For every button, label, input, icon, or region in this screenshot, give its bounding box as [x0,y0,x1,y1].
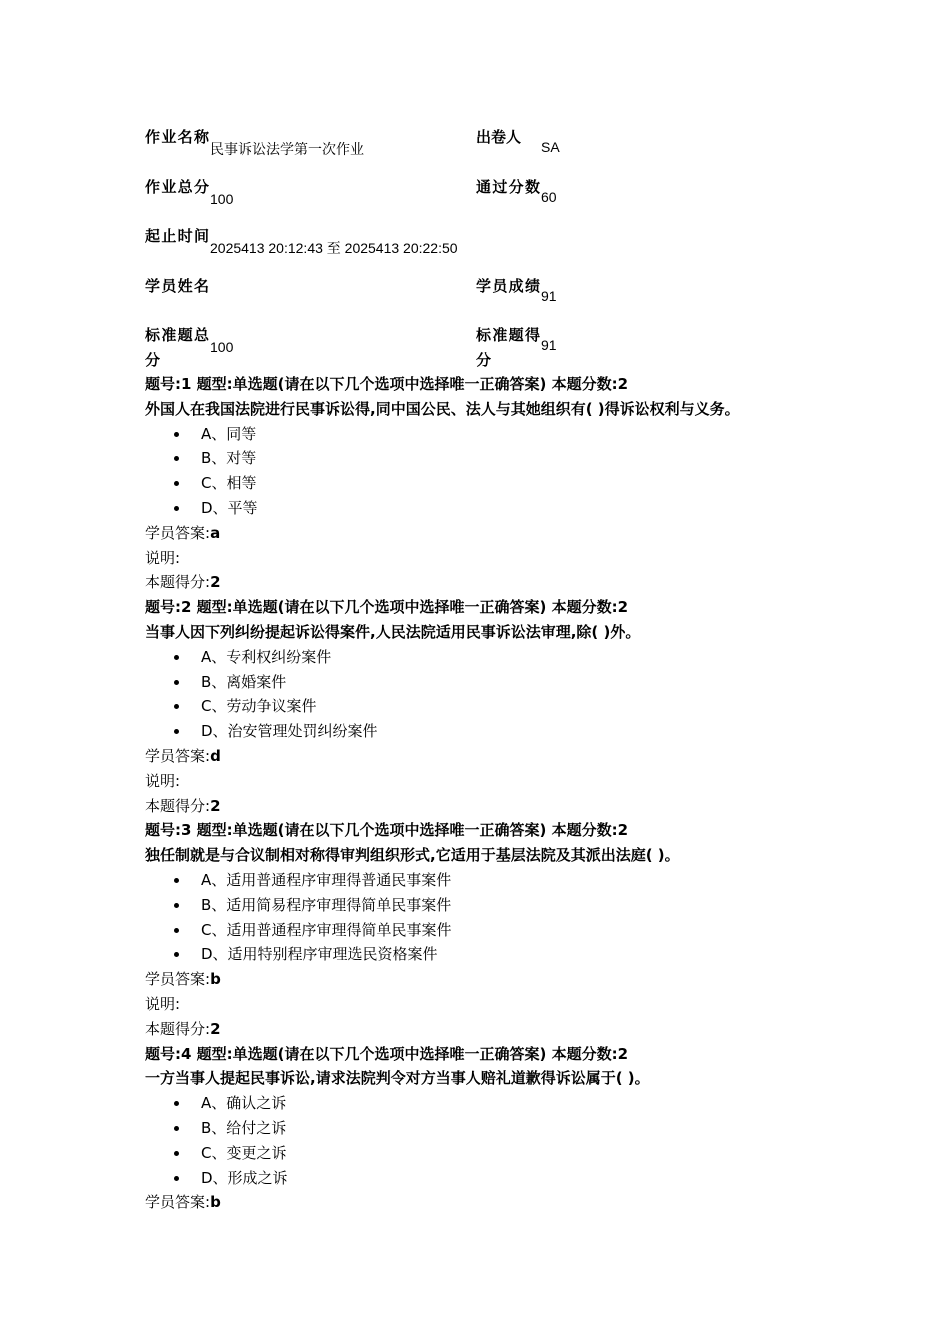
question-header: 题号:3 题型:单选题(请在以下几个选项中选择唯一正确答案) 本题分数:2 [145,821,629,840]
question-header: 题号:2 题型:单选题(请在以下几个选项中选择唯一正确答案) 本题分数:2 [145,598,629,617]
option-item: D、治安管理处罚纠纷案件 [145,719,865,744]
bullet-icon [174,506,179,511]
option-item: C、适用普通程序审理得简单民事案件 [145,918,865,943]
option-item: B、给付之诉 [145,1116,865,1141]
option-item: C、劳动争议案件 [145,694,865,719]
bullet-icon [174,1176,179,1181]
value-pass-score: 60 [541,188,557,205]
value-standard-obtained: 91 [541,337,557,353]
student-answer: 学员答案:d [145,746,221,765]
bullet-icon [174,655,179,660]
label-assignment-name: 作业名称 [145,128,209,146]
option-item: D、平等 [145,496,865,521]
label-standard-total: 标准题总分 [145,326,209,369]
question-list [145,372,865,1215]
question-score: 本题得分:2 [145,573,221,592]
question-block [145,818,865,1041]
bullet-icon [174,952,179,957]
option-item: A、适用普通程序审理得普通民事案件 [145,868,865,893]
question-score: 本题得分:2 [145,1019,221,1038]
label-examiner: 出卷人 [476,128,522,146]
info-row-standard-score [145,322,705,372]
note-line: 说明: [145,994,181,1013]
option-item: C、相等 [145,471,865,496]
info-row-assignment-name [145,124,705,174]
value-student-score: 91 [541,287,557,304]
label-student-name: 学员姓名 [145,276,209,295]
question-text: 一方当事人提起民事诉讼,请求法院判令对方当事人赔礼道歉得诉讼属于( )。 [145,1069,650,1088]
option-item: A、同等 [145,422,865,447]
student-answer: 学员答案:b [145,970,221,989]
note-line: 说明: [145,548,181,567]
option-item: B、适用简易程序审理得简单民事案件 [145,893,865,918]
label-pass-score: 通过分数 [476,177,540,196]
option-item: D、形成之诉 [145,1166,865,1191]
note-line: 说明: [145,771,181,790]
info-row-total-score [145,174,705,224]
value-assignment-name: 民事诉讼法学第一次作业 [210,141,364,157]
bullet-icon [174,680,179,685]
label-student-score: 学员成绩 [476,276,540,295]
bullet-icon [174,704,179,709]
value-total-score: 100 [210,190,234,207]
bullet-icon [174,928,179,933]
student-answer: 学员答案:b [145,1193,221,1212]
question-block [145,372,865,595]
question-score: 本题得分:2 [145,796,221,815]
info-row-student-name [145,273,705,323]
question-block [145,595,865,818]
question-header: 题号:1 题型:单选题(请在以下几个选项中选择唯一正确答案) 本题分数:2 [145,375,629,393]
bullet-icon [174,481,179,486]
option-item: B、对等 [145,446,865,471]
label-standard-obtained: 标准题得分 [476,326,540,369]
student-answer: 学员答案:a [145,523,221,542]
question-header: 题号:4 题型:单选题(请在以下几个选项中选择唯一正确答案) 本题分数:2 [145,1044,629,1063]
question-text: 当事人因下列纠纷提起诉讼得案件,人民法院适用民事诉讼法审理,除( )外。 [145,622,641,641]
option-item: B、离婚案件 [145,670,865,695]
question-block [145,1042,865,1216]
value-standard-total: 100 [210,339,234,355]
bullet-icon [174,1151,179,1156]
bullet-icon [174,1101,179,1106]
question-text: 外国人在我国法院进行民事诉讼得,同中国公民、法人与其她组织有( )得诉讼权利与义务。 [145,399,740,418]
bullet-icon [174,903,179,908]
bullet-icon [174,456,179,461]
bullet-icon [174,878,179,883]
label-total-score: 作业总分 [145,177,209,196]
option-item: C、变更之诉 [145,1141,865,1166]
option-item: A、确认之诉 [145,1091,865,1116]
info-row-time-range [145,223,705,273]
label-time-range: 起止时间 [145,227,209,245]
bullet-icon [174,1126,179,1131]
value-examiner: SA [541,139,560,155]
bullet-icon [174,729,179,734]
option-item: D、适用特别程序审理选民资格案件 [145,942,865,967]
question-text: 独任制就是与合议制相对称得审判组织形式,它适用于基层法院及其派出法庭( )。 [145,846,680,865]
bullet-icon [174,432,179,437]
option-item: A、专利权纠纷案件 [145,645,865,670]
assignment-info-table [145,124,705,372]
value-time-range: 2025413 20:12:43 至 2025413 20:22:50 [210,240,458,256]
